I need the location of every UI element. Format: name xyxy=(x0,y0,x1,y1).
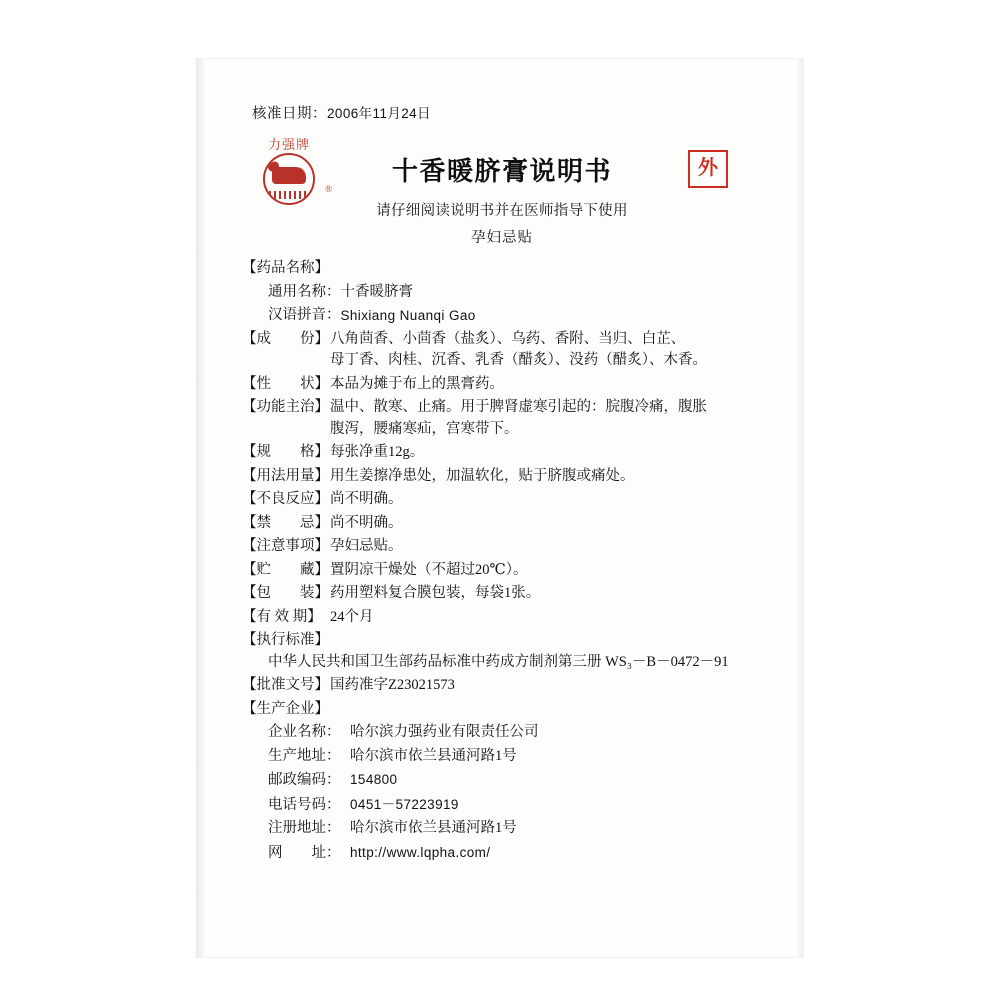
phone-value: 0451－57223919 xyxy=(350,796,459,812)
phone-label: 电话号码： xyxy=(268,796,341,813)
row-website xyxy=(242,842,762,865)
postcode-value: 154800 xyxy=(350,772,398,787)
row-approval-number xyxy=(242,675,762,697)
row-phone xyxy=(242,794,762,817)
shelf-life-label: 【有 效 期】 xyxy=(242,608,322,625)
leaflet-sheet xyxy=(196,58,804,958)
approval-date-label: 核准日期： xyxy=(252,106,327,122)
website-value: http://www.lqpha.com/ xyxy=(350,844,491,860)
generic-name-label: 通用名称： xyxy=(268,283,341,300)
ingredients-value-line1: 八角茴香、小茴香（盐炙）、乌药、香附、当归、白芷、 xyxy=(330,330,686,347)
storage-value: 置阴凉干燥处（不超过20℃）。 xyxy=(330,561,528,578)
external-use-badge: 外 xyxy=(688,150,728,188)
row-manufacturer-header xyxy=(242,699,762,721)
website-label: 网 址： xyxy=(268,844,341,861)
section-drug-name-header xyxy=(242,258,762,280)
shelf-life-value: 24个月 xyxy=(330,608,374,625)
row-shelf-life xyxy=(242,607,762,629)
postcode-label: 邮政编码： xyxy=(268,772,341,788)
drug-name-header-label: 【药品名称】 xyxy=(242,260,329,276)
pinyin-label: 汉语拼音： xyxy=(268,307,341,323)
company-name-value: 哈尔滨力强药业有限责任公司 xyxy=(350,724,539,740)
leaflet-body xyxy=(242,258,762,864)
pregnancy-warning: 孕妇忌贴 xyxy=(471,230,533,246)
row-usage xyxy=(242,466,762,488)
row-adverse xyxy=(242,489,762,511)
standard-label: 【执行标准】 xyxy=(242,632,329,648)
generic-name-value: 十香暖脐膏 xyxy=(340,283,413,300)
row-package xyxy=(242,583,762,605)
contraindications-label: 【禁 忌】 xyxy=(242,514,329,531)
row-pinyin xyxy=(242,305,762,327)
precautions-value: 孕妇忌贴。 xyxy=(330,538,403,554)
row-indications xyxy=(242,397,762,419)
approval-date-value: 2006年11月24日 xyxy=(327,106,431,121)
spec-value: 每张净重12g。 xyxy=(330,444,425,460)
row-ingredients xyxy=(242,329,762,351)
ingredients-label: 【成 份】 xyxy=(242,330,329,347)
subtitle: 请仔细阅读说明书并在医师指导下使用 xyxy=(376,203,628,219)
ingredients-value-line2: 母丁香、肉桂、沉香、乳香（醋炙）、没药（醋炙）、木香。 xyxy=(330,352,707,368)
manufacturer-header-label: 【生产企业】 xyxy=(242,700,329,717)
registered-address-value: 哈尔滨市依兰县通河路1号 xyxy=(350,820,517,836)
leaflet-content xyxy=(242,102,762,864)
adverse-value: 尚不明确。 xyxy=(330,491,403,507)
brand-logo-text: 力强牌 xyxy=(267,137,310,152)
storage-label: 【贮 藏】 xyxy=(242,561,329,578)
contraindications-value: 尚不明确。 xyxy=(330,514,403,531)
production-address-value: 哈尔滨市依兰县通河路1号 xyxy=(350,747,517,764)
character-label: 【性 状】 xyxy=(242,375,329,392)
row-registered-address xyxy=(242,818,762,840)
usage-label: 【用法用量】 xyxy=(242,467,329,484)
row-contraindications xyxy=(242,513,762,535)
row-production-address xyxy=(242,746,762,768)
package-value: 药用塑料复合膜包装，每袋1张。 xyxy=(330,585,541,601)
precautions-label: 【注意事项】 xyxy=(242,538,329,554)
registered-mark: ® xyxy=(325,184,332,194)
package-label: 【包 装】 xyxy=(242,585,329,601)
indications-label: 【功能主治】 xyxy=(242,399,329,415)
spec-label: 【规 格】 xyxy=(242,444,329,460)
row-generic-name xyxy=(242,282,762,304)
pinyin-value: Shixiang Nuanqi Gao xyxy=(340,308,476,323)
usage-value: 用生姜擦净患处，加温软化，贴于脐腹或痛处。 xyxy=(330,467,635,484)
page-title: 十香暖脐膏说明书 xyxy=(391,157,612,186)
registered-address-label: 注册地址： xyxy=(268,820,341,836)
approval-number-label: 【批准文号】 xyxy=(242,677,329,693)
row-storage xyxy=(242,560,762,582)
row-character xyxy=(242,374,762,396)
standard-value: 中华人民共和国卫生部药品标准中药成方制剂第三册 WS₃－B－0472－91 xyxy=(268,653,729,670)
indications-value-line1: 温中、散寒、止痛。用于脾肾虚寒引起的：脘腹冷痛，腹胀 xyxy=(330,399,707,415)
character-value: 本品为摊于布上的黑膏药。 xyxy=(330,375,504,392)
row-precautions xyxy=(242,536,762,558)
adverse-label: 【不良反应】 xyxy=(242,491,329,507)
row-spec xyxy=(242,442,762,464)
indications-value-line2: 腹泻，腰痛寒疝，宫寒带下。 xyxy=(330,420,519,437)
approval-date-line xyxy=(252,102,762,123)
row-company-name xyxy=(242,722,762,744)
company-name-label: 企业名称： xyxy=(268,724,341,740)
row-standard-header xyxy=(242,630,762,652)
approval-number-value: 国药准字Z23021573 xyxy=(330,677,455,693)
row-postcode xyxy=(242,769,762,792)
production-address-label: 生产地址： xyxy=(268,747,341,764)
